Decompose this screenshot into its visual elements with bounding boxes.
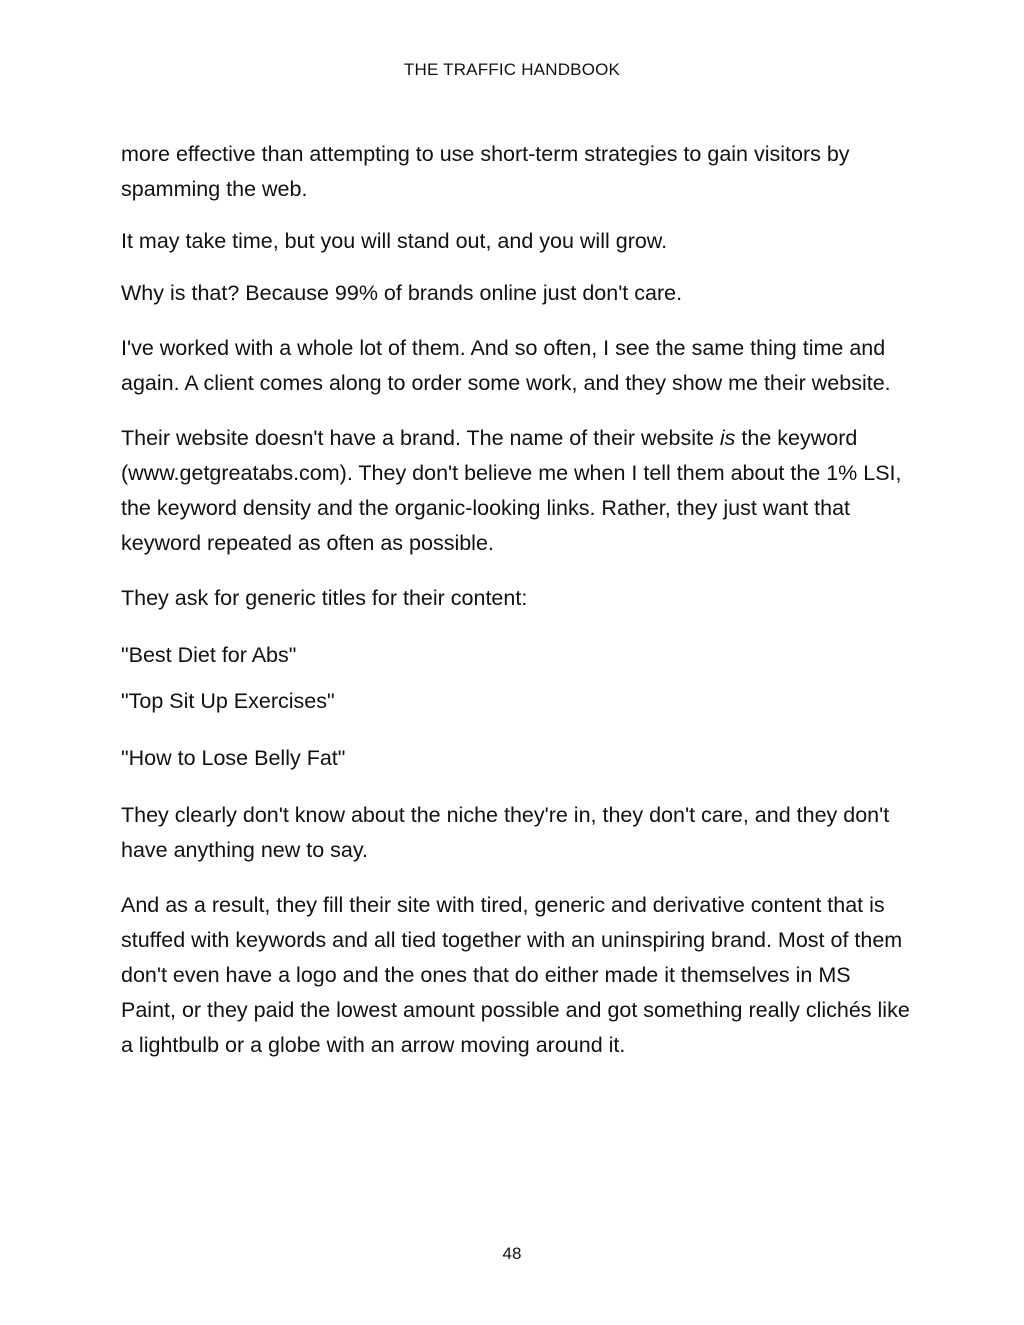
paragraph-6: They ask for generic titles for their content: [121, 586, 528, 610]
paragraph-2: It may take time, but you will stand out, and you will grow. [121, 229, 668, 253]
paragraph-4: I've worked with a whole lot of them. And so often, I see the same thing time and again. A client comes along to order some work, and they show me their website. [121, 336, 891, 395]
paragraph-5-emphasis: is [719, 426, 736, 450]
running-header: THE TRAFFIC HANDBOOK [403, 60, 621, 79]
paragraph-3: Why is that? Because 99% of brands online just don't care. [121, 281, 683, 305]
paragraph-1: more effective than attempting to use short-term strategies to gain visitors by spamming the web. [121, 142, 850, 201]
title-example-2: "Top Sit Up Exercises" [121, 689, 335, 713]
paragraph-7: They clearly don't know about the niche they're in, they don't care, and they don't have anything new to say. [121, 803, 890, 862]
body-text [121, 137, 911, 1083]
paragraph-5-text-after: the keyword (www.getgreatabs.com). They don't believe me when I tell them about the 1% LSI, the keyword density and the organic-looking links. Rather, they just want that keyword repeated as often as possible. [121, 426, 902, 555]
paragraph-5 [121, 421, 911, 561]
page-number: 48 [502, 1244, 522, 1263]
title-example-1: "Best Diet for Abs" [121, 643, 297, 667]
paragraph-8: And as a result, they fill their site with tired, generic and derivative content that is stuffed with keywords and all tied together with an uninspiring brand. Most of them don't even have a logo and the ones that do either made it themselves in MS Paint, or they paid the lowest amount possible and got something really clichés like a lightbulb or a globe with an arrow moving around it. [121, 893, 910, 1057]
title-example-3: "How to Lose Belly Fat" [121, 746, 346, 770]
paragraph-5-text-before: Their website doesn't have a brand. The name of their website [121, 426, 720, 450]
